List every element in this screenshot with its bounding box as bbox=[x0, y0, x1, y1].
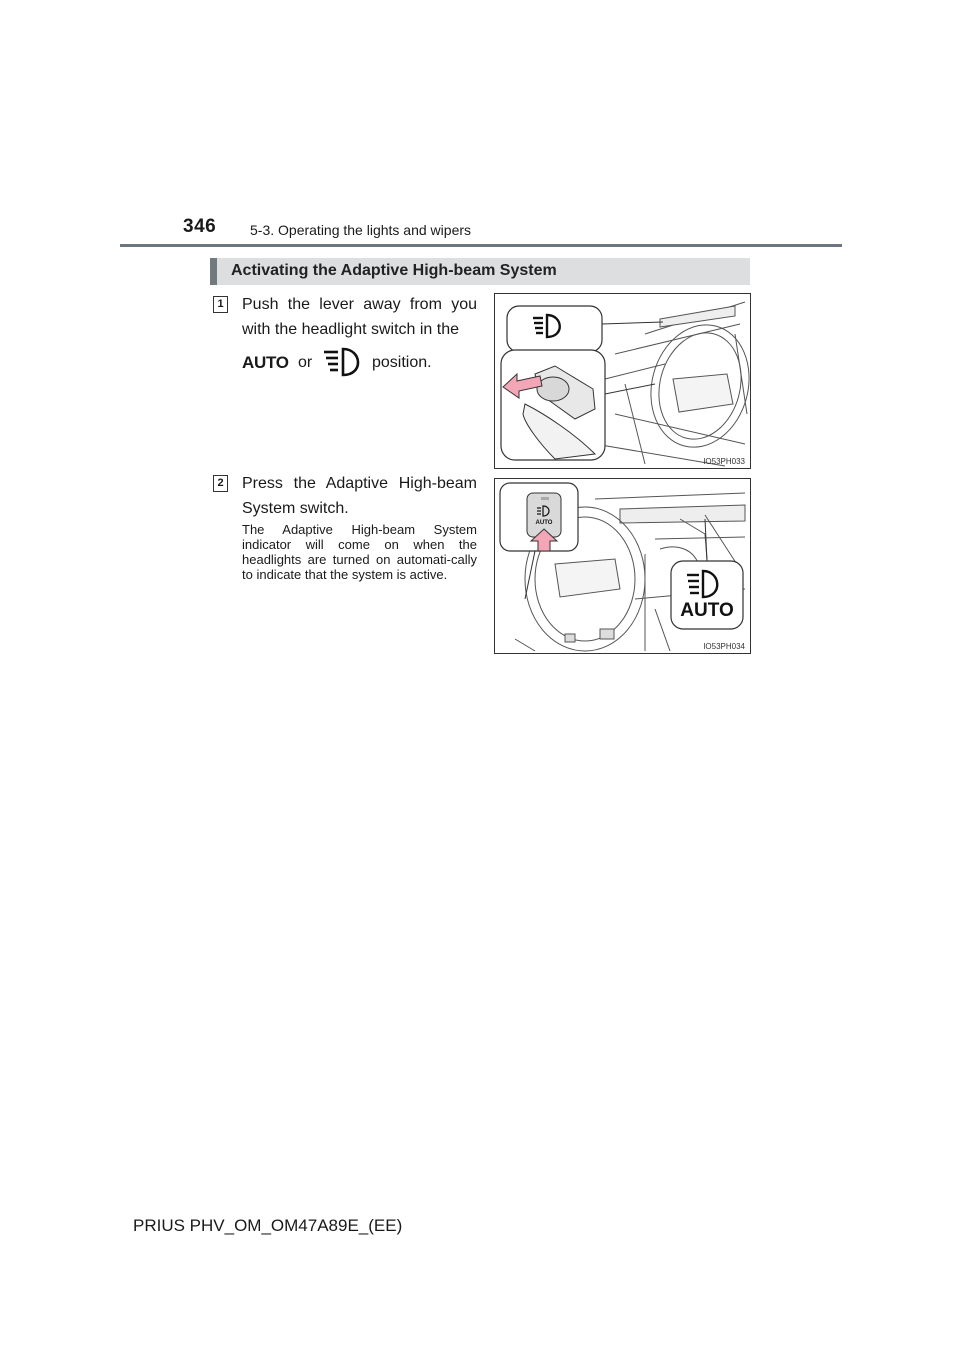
section-heading-text: Activating the Adaptive High-beam System bbox=[231, 262, 557, 279]
auto-switch-label: AUTO bbox=[242, 353, 289, 372]
section-heading bbox=[210, 258, 750, 285]
position-text: position. bbox=[372, 354, 432, 371]
step-number-1: 1 bbox=[213, 296, 228, 313]
step-1-inline-row bbox=[242, 344, 477, 384]
page-number: 346 bbox=[183, 216, 217, 237]
header-divider bbox=[120, 244, 842, 247]
step-number-2: 2 bbox=[213, 475, 228, 492]
indicator-auto-label: AUTO bbox=[680, 600, 734, 621]
step-2-note: The Adaptive High-beam System indicator will come on when the headlights are turned on automati-cally to indicate that the system is active. bbox=[242, 522, 477, 582]
step-1-text: Push the lever away from you with the headlight switch in the bbox=[242, 296, 477, 338]
figure-code: IO53PH034 bbox=[703, 642, 745, 651]
footer-model-code: PRIUS PHV_OM_OM47A89E_(EE) bbox=[133, 1216, 403, 1235]
or-text: or bbox=[298, 354, 313, 371]
headlight-icon bbox=[322, 344, 366, 385]
switch-auto-label: AUTO bbox=[535, 520, 553, 526]
section-title: 5-3. Operating the lights and wipers bbox=[250, 222, 472, 238]
figure-lever-illustration bbox=[494, 293, 751, 469]
figure-code: IO53PH033 bbox=[703, 457, 745, 466]
step-2-text: Press the Adaptive High-beam System switch. bbox=[242, 475, 477, 517]
figure-switch-illustration bbox=[494, 478, 751, 654]
